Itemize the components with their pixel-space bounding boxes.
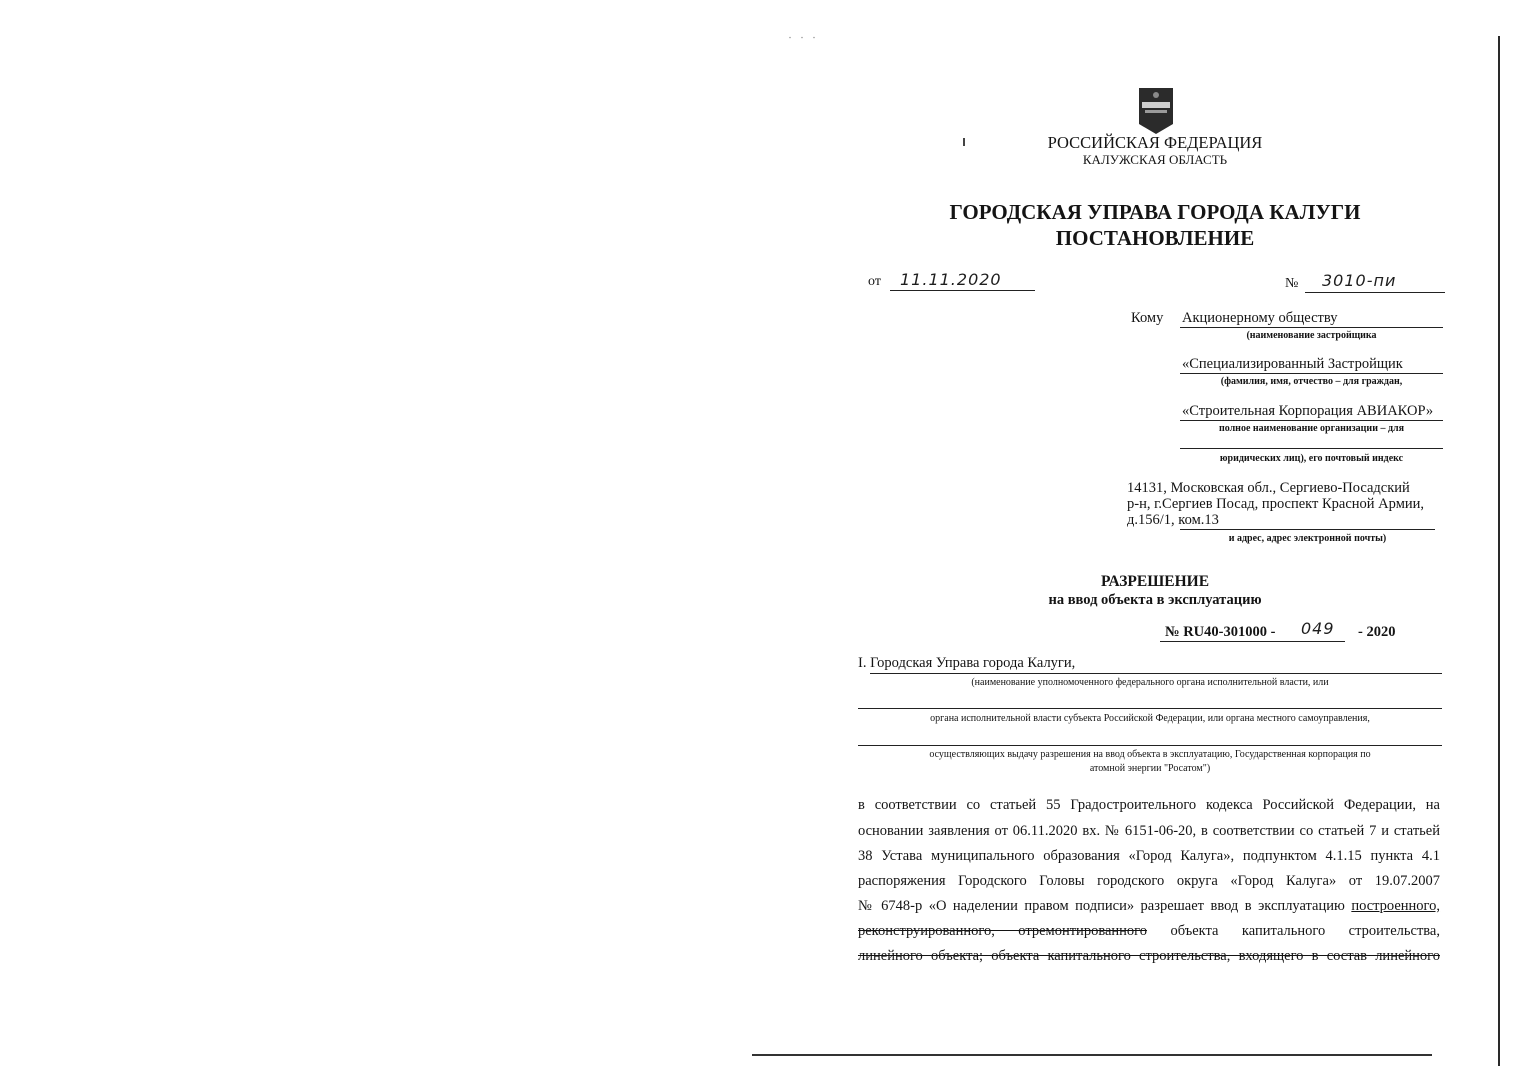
date-prefix: от [868,274,881,289]
issuer-underline2 [858,708,1442,709]
body-line4: распоряжения Городского Головы городского округа «Город Калуга» от 19.07.2007 [858,873,1440,889]
permit-number-handwritten: 049 [1301,619,1335,638]
recipient-line1: Акционерному обществу [1182,310,1338,326]
date-underline [890,290,1035,291]
scan-mark [963,138,965,146]
permit-number-underline [1160,641,1345,642]
body-line6 [858,923,1440,940]
scan-dots [788,26,818,29]
body-line5 [858,898,1440,915]
page-bottom-edge [752,1054,1432,1056]
coat-of-arms-emblem [1136,86,1176,136]
issuer-underline [870,673,1442,674]
permit-title: РАЗРЕШЕНИЕ [1100,573,1210,590]
body-line6-text: объекта капитального строительства, [1170,923,1440,939]
recipient-line2: «Специализированный Застройщик [1182,356,1403,372]
recipient-label: Кому [1131,310,1164,326]
number-prefix: № [1285,276,1299,291]
issuer-name: I. Городская Управа города Калуги, [858,655,1076,671]
page-right-edge [1498,36,1500,1066]
body-line3: 38 Устава муниципального образования «Город Калуга», подпунктом 4.1.15 пункта 4.1 [858,848,1440,864]
body-line1: в соответствии со статьей 55 Градостроительного кодекса Российской Федерации, на [858,797,1440,813]
authority-title: ГОРОДСКАЯ УПРАВА ГОРОДА КАЛУГИ [949,200,1361,224]
issuer-caption3: осуществляющих выдачу разрешения на ввод объекта в эксплуатацию, Государственная корпорация по [929,749,1371,760]
issuer-caption1: (наименование уполномоченного федерального органа исполнительной власти, или [971,677,1329,688]
recipient-underline3 [1180,420,1443,421]
issuer-underline3 [858,745,1442,746]
permit-number-prefix: № RU40-301000 - [1165,624,1276,640]
body-line6-struck: реконструированного, отремонтированного [858,923,1148,939]
body-line7: линейного объекта; объекта капитального строительства, входящего в состав линейного [858,948,1440,964]
number-underline [1305,292,1445,293]
recipient-caption1: (наименование застройщика [1246,330,1377,341]
recipient-underline4 [1180,448,1443,449]
issuer-caption4: атомной энергии "Росатом") [1089,763,1211,774]
body-line5-text: № 6748-р «О наделении правом подписи» разрешает ввод в эксплуатацию [858,898,1345,914]
document-type: ПОСТАНОВЛЕНИЕ [1055,226,1255,250]
recipient-caption2: (фамилия, имя, отчество – для граждан, [1220,376,1403,387]
body-line2: основании заявления от 06.11.2020 вх. № 6151-06-20, в соответствии со статьей 7 и статьей [858,823,1440,839]
recipient-underline2 [1180,373,1443,374]
recipient-address-line2: р-н, г.Сергиев Посад, проспект Красной Армии, [1127,496,1425,512]
recipient-address-line1: 14131, Московская обл., Сергиево-Посадский [1127,480,1410,496]
permit-number-suffix: - 2020 [1358,624,1396,640]
country-name: РОССИЙСКАЯ ФЕДЕРАЦИЯ [1047,133,1263,152]
date-handwritten: 11.11.2020 [900,270,1002,289]
recipient-caption4: юридических лиц), его почтовый индекс [1219,453,1404,464]
recipient-caption5: и адрес, адрес электронной почты) [1228,533,1387,544]
recipient-underline1 [1180,327,1443,328]
recipient-caption3: полное наименование организации – для [1218,423,1405,434]
recipient-address-line3: д.156/1, ком.13 [1127,512,1219,528]
number-handwritten: 3010-пи [1322,271,1397,290]
recipient-line3: «Строительная Корпорация АВИАКОР» [1182,403,1434,419]
permit-subtitle: на ввод объекта в эксплуатацию [1048,592,1262,608]
body-line5-underlined: построенного, [1351,898,1441,914]
recipient-underline5 [1180,529,1435,530]
issuer-caption2: органа исполнительной власти субъекта Российской Федерации, или органа местного самоуправления, [930,713,1370,724]
region-name: КАЛУЖСКАЯ ОБЛАСТЬ [1082,152,1228,167]
